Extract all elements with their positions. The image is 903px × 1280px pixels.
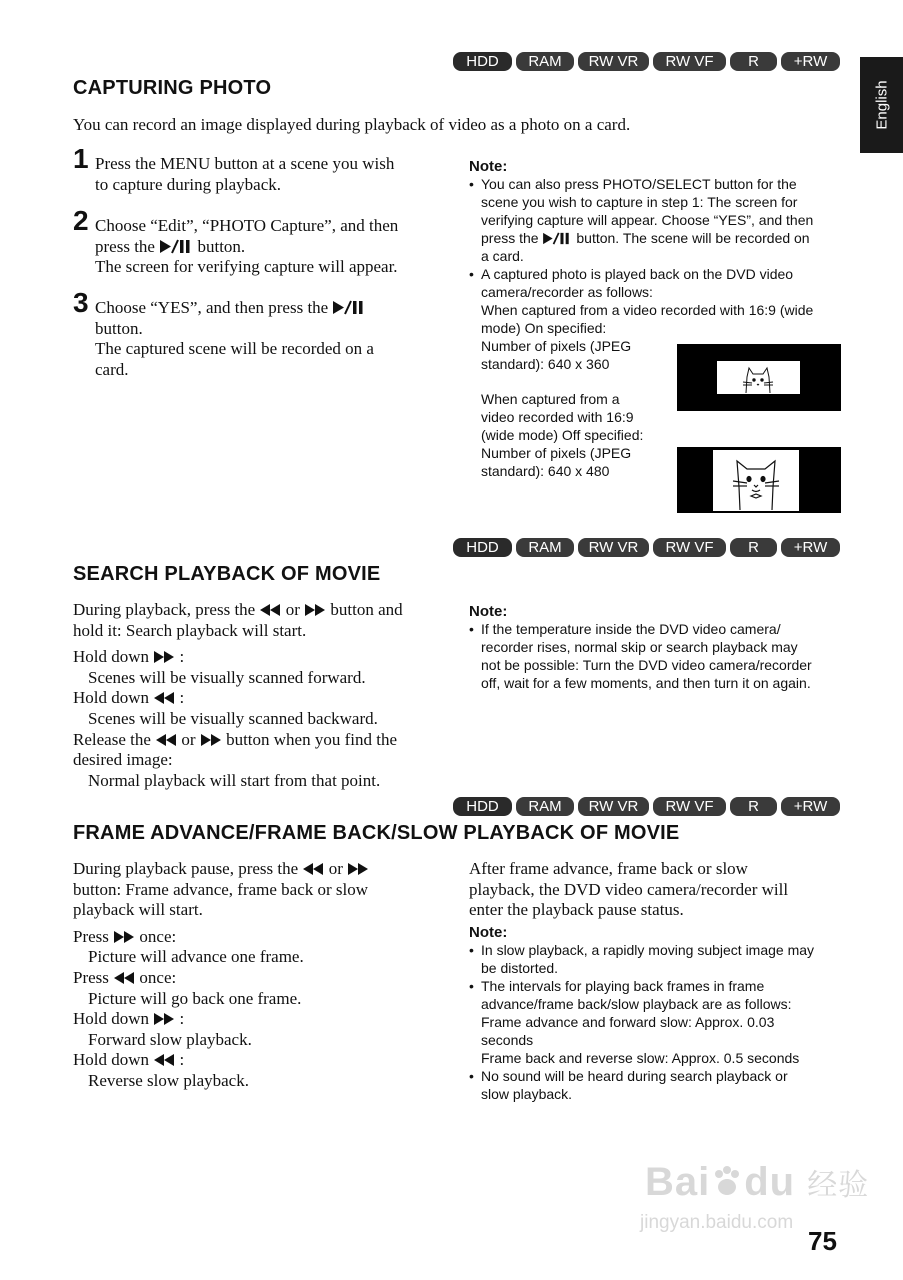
rewind-icon	[153, 691, 175, 705]
step-1-line-1: Press the MENU button at a scene you wish	[95, 154, 395, 173]
rewind-icon	[302, 862, 324, 876]
fast-forward-icon	[153, 650, 175, 664]
step-3-line-3: The captured scene will be recorded on a	[95, 339, 374, 359]
play-pause-icon	[332, 300, 366, 315]
badge-hdd: HDD	[453, 797, 512, 816]
frame-note-item-2: • The intervals for playing back frames in frame advance/frame back/slow playback are as follows: Frame advance and forward slow: Approx. 0.03 seconds Frame back and reverse slow: Approx. 0.5 seconds	[469, 977, 849, 1067]
note-title: Note:	[469, 924, 508, 941]
step-number: 2	[73, 205, 89, 236]
capturing-note	[469, 158, 849, 480]
capture-step-2	[73, 205, 443, 278]
badge-rw-vr: RW VR	[578, 797, 649, 816]
capturing-title: CAPTURING PHOTO	[73, 77, 272, 99]
play-pause-icon	[159, 239, 193, 254]
fast-forward-icon	[153, 1012, 175, 1026]
badge-ram: RAM	[516, 52, 574, 71]
cat-image-icon	[677, 344, 841, 411]
language-tab-label: English	[873, 80, 890, 130]
cat-image-icon	[677, 447, 841, 513]
media-badges-capturing	[453, 52, 840, 71]
step-number: 1	[73, 143, 89, 174]
capturing-note-item-1: • You can also press PHOTO/SELECT button for the scene you wish to capture in step 1: The screen for verifying capture will appear. Choose “YES”, and then press the button. The scene will be recorded on a card.	[469, 175, 849, 265]
search-note	[469, 603, 849, 692]
rewind-icon	[113, 971, 135, 985]
media-badges-frame	[453, 797, 840, 816]
frame-note	[469, 924, 849, 1103]
step-2-line-2	[95, 237, 443, 258]
step-2-text: button.	[197, 236, 246, 256]
badge-plus-rw: +RW	[781, 797, 840, 816]
badge-hdd: HDD	[453, 538, 512, 557]
badge-rw-vf: RW VF	[653, 52, 726, 71]
capturing-intro: You can record an image displayed during playback of video as a photo on a card.	[73, 115, 631, 134]
play-pause-icon	[542, 232, 572, 245]
badge-plus-rw: +RW	[781, 538, 840, 557]
step-3-text: Choose “YES”, and then press the	[95, 298, 329, 317]
badge-rw-vf: RW VF	[653, 797, 726, 816]
badge-r: R	[730, 538, 777, 557]
capture-step-3	[73, 287, 443, 380]
badge-ram: RAM	[516, 538, 574, 557]
fast-forward-icon	[304, 603, 326, 617]
badge-hdd: HDD	[453, 52, 512, 71]
fast-forward-icon	[113, 930, 135, 944]
step-2-line-3: The screen for verifying capture will appear.	[95, 257, 398, 277]
page-number: 75	[808, 1226, 837, 1256]
step-1-line-2: to capture during playback.	[95, 174, 281, 194]
rewind-icon	[153, 1053, 175, 1067]
badge-plus-rw: +RW	[781, 52, 840, 71]
media-badges-search	[453, 538, 840, 557]
frame-body: During playback pause, press the or button: Frame advance, frame back or slow playback will start. Press once: Picture will advance one frame. Press once: Picture will go back one frame. Hold down : Forward slow playback. Hold down : Reverse slow playback.	[73, 859, 369, 1090]
step-number: 3	[73, 287, 89, 318]
badge-r: R	[730, 52, 777, 71]
watermark-logo: Bai du 经验	[645, 1160, 870, 1204]
rewind-icon	[259, 603, 281, 617]
frame-title: FRAME ADVANCE/FRAME BACK/SLOW PLAYBACK OF MOVIE	[73, 822, 680, 844]
watermark-url: jingyan.baidu.com	[640, 1212, 794, 1233]
note-title: Note:	[469, 603, 508, 620]
badge-ram: RAM	[516, 797, 574, 816]
step-2-text: press the	[95, 236, 155, 256]
frame-right-text: After frame advance, frame back or slow playback, the DVD video camera/recorder will enter the playback pause status.	[469, 859, 789, 920]
language-tab	[860, 57, 903, 153]
search-body: During playback, press the or button and hold it: Search playback will start. Hold down : Scenes will be visually scanned forward. Hold down : Scenes will be visually scanned backward. Release the or button when you find the desired image: Normal playback will start from that point.	[73, 600, 403, 790]
search-title: SEARCH PLAYBACK OF MOVIE	[73, 563, 381, 585]
wide-mode-on-illustration	[677, 344, 841, 411]
rewind-icon	[155, 733, 177, 747]
step-3-line-1	[95, 298, 443, 319]
fast-forward-icon	[347, 862, 369, 876]
badge-rw-vr: RW VR	[578, 538, 649, 557]
paw-icon	[710, 1164, 744, 1198]
badge-rw-vr: RW VR	[578, 52, 649, 71]
note-title: Note:	[469, 158, 508, 175]
capture-step-1	[73, 143, 443, 195]
step-3-line-4: card.	[95, 359, 129, 379]
frame-note-item-3: • No sound will be heard during search playback or slow playback.	[469, 1067, 849, 1103]
frame-note-item-1: • In slow playback, a rapidly moving subject image may be distorted.	[469, 941, 849, 977]
step-2-line-1: Choose “Edit”, “PHOTO Capture”, and then	[95, 216, 399, 235]
step-3-line-2: button.	[95, 318, 143, 338]
fast-forward-icon	[200, 733, 222, 747]
capturing-note-item-2: • A captured photo is played back on the DVD video camera/recorder as follows: When captured from a video recorded with 16:9 (wide mode) On specified: Number of pixels (JPEG standard): 640 x 360 When captured from a video recorded with 16:9 (wide mode) Off specified: Number of pixels (JPEG standard): 640 x 480	[469, 265, 849, 480]
wide-mode-off-illustration	[677, 447, 841, 513]
badge-r: R	[730, 797, 777, 816]
search-note-item-1: • If the temperature inside the DVD video camera/ recorder rises, normal skip or search playback may not be possible: Turn the DVD video camera/recorder off, wait for a few moments, and then turn it on again.	[469, 620, 849, 692]
badge-rw-vf: RW VF	[653, 538, 726, 557]
